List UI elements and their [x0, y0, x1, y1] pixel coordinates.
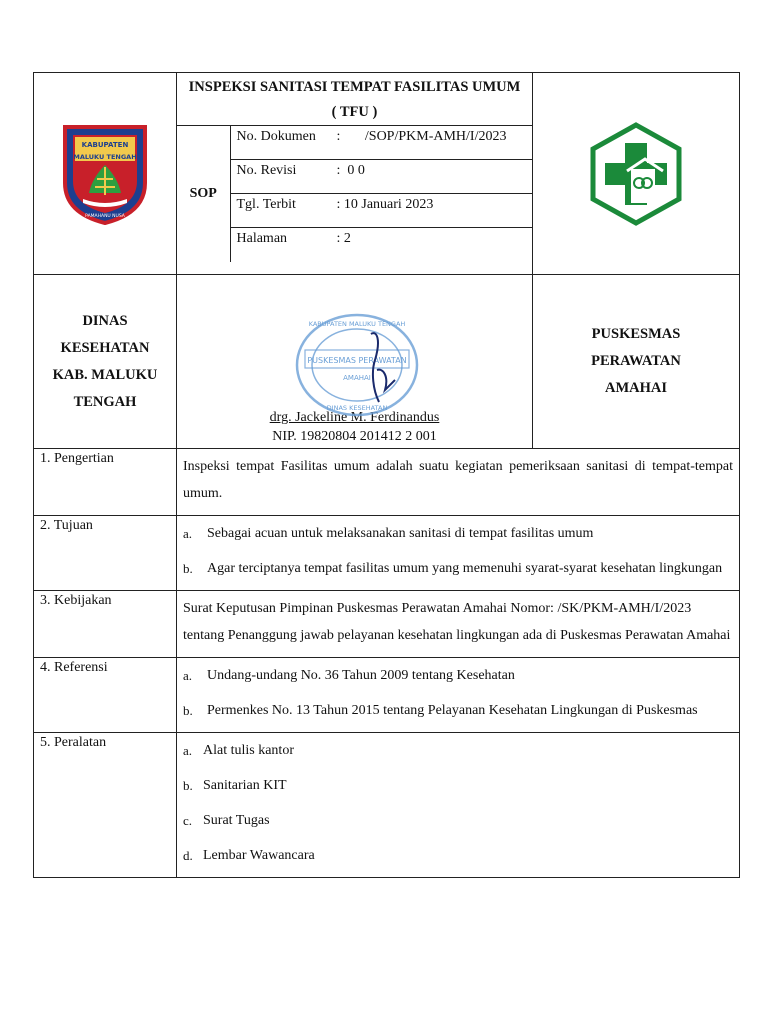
section-label-peralatan: 5. Peralatan [34, 733, 177, 878]
section-body-pengertian: Inspeksi tempat Fasilitas umum adalah suatu kegiatan pemeriksaan sanitasi di tempat-tempat umum. [177, 449, 740, 516]
meta-row-page: Halaman : 2 [236, 231, 351, 246]
section-label-referensi: 4. Referensi [34, 658, 177, 733]
puskesmas-logo-cell [533, 73, 740, 275]
list-item: b. Sanitarian KIT [183, 778, 287, 793]
section-body-referensi [177, 658, 740, 733]
section-body-tujuan [177, 516, 740, 591]
signer-name: drg. Jackeline M. Ferdinandus [269, 410, 440, 425]
official-stamp-icon [285, 310, 445, 420]
list-item: b. Agar terciptanya tempat fasilitas umum yang memenuhi syarat-syarat kesehatan lingkungan [183, 561, 723, 576]
district-logo-cell [34, 73, 177, 275]
svg-text:KABUPATEN MALUKU TENGAH: KABUPATEN MALUKU TENGAH [308, 320, 406, 328]
meta-row-document-number: No. Dokumen : /SOP/PKM-AMH/I/2023 [230, 126, 532, 160]
list-item: a. Undang-undang No. 36 Tahun 2009 tentang Kesehatan [183, 668, 515, 683]
sop-header-table [33, 72, 740, 878]
section-label-pengertian: 1. Pengertian [34, 449, 177, 516]
puskesmas-logo-icon [587, 121, 685, 227]
svg-text:AMAHAI: AMAHAI [343, 374, 371, 382]
meta-row-revision: No. Revisi : 0 0 [230, 160, 532, 194]
list-item: c. Surat Tugas [183, 813, 270, 828]
svg-text:PUSKESMAS PERAWATAN: PUSKESMAS PERAWATAN [307, 356, 407, 365]
stamp-area [177, 290, 532, 412]
document-meta-table [177, 125, 532, 262]
puskesmas-label: PUSKESMAS PERAWATAN AMAHAI [533, 275, 740, 449]
signature-cell [177, 275, 533, 449]
list-item: d. Lembar Wawancara [183, 848, 315, 863]
section-body-peralatan [177, 733, 740, 878]
svg-text:PAMAHANU NUSA: PAMAHANU NUSA [85, 213, 125, 219]
svg-text:KABUPATEN: KABUPATEN [81, 140, 129, 149]
section-label-tujuan: 2. Tujuan [34, 516, 177, 591]
svg-text:MALUKU TENGAH: MALUKU TENGAH [73, 152, 137, 161]
dinas-kesehatan-label: DINAS KESEHATAN KAB. MALUKU TENGAH [34, 275, 177, 449]
signer-nip: NIP. 19820804 201412 2 001 [272, 429, 437, 444]
section-label-kebijakan: 3. Kebijakan [34, 591, 177, 658]
section-body-kebijakan: Surat Keputusan Pimpinan Puskesmas Perawatan Amahai Nomor: /SK/PKM-AMH/I/2023 tentang Penanggung jawab pelayanan kesehatan lingkungan ada di Puskesmas Perawatan Amahai [177, 591, 740, 658]
meta-row-issue-date: Tgl. Terbit : 10 Januari 2023 [230, 194, 532, 228]
document-title: INSPEKSI SANITASI TEMPAT FASILITAS UMUM ( TFU ) [188, 79, 521, 120]
svg-text:DINAS KESEHATAN: DINAS KESEHATAN [326, 404, 388, 412]
list-item: a. Alat tulis kantor [183, 743, 294, 758]
list-item: b. Permenkes No. 13 Tahun 2015 tentang Pelayanan Kesehatan Lingkungan di Puskesmas [183, 703, 698, 718]
list-item: a. Sebagai acuan untuk melaksanakan sanitasi di tempat fasilitas umum [183, 526, 594, 541]
sop-document [33, 72, 739, 878]
title-and-meta-cell [177, 73, 533, 275]
sop-label: SOP [177, 126, 230, 262]
maluku-tengah-emblem-icon [61, 123, 149, 225]
